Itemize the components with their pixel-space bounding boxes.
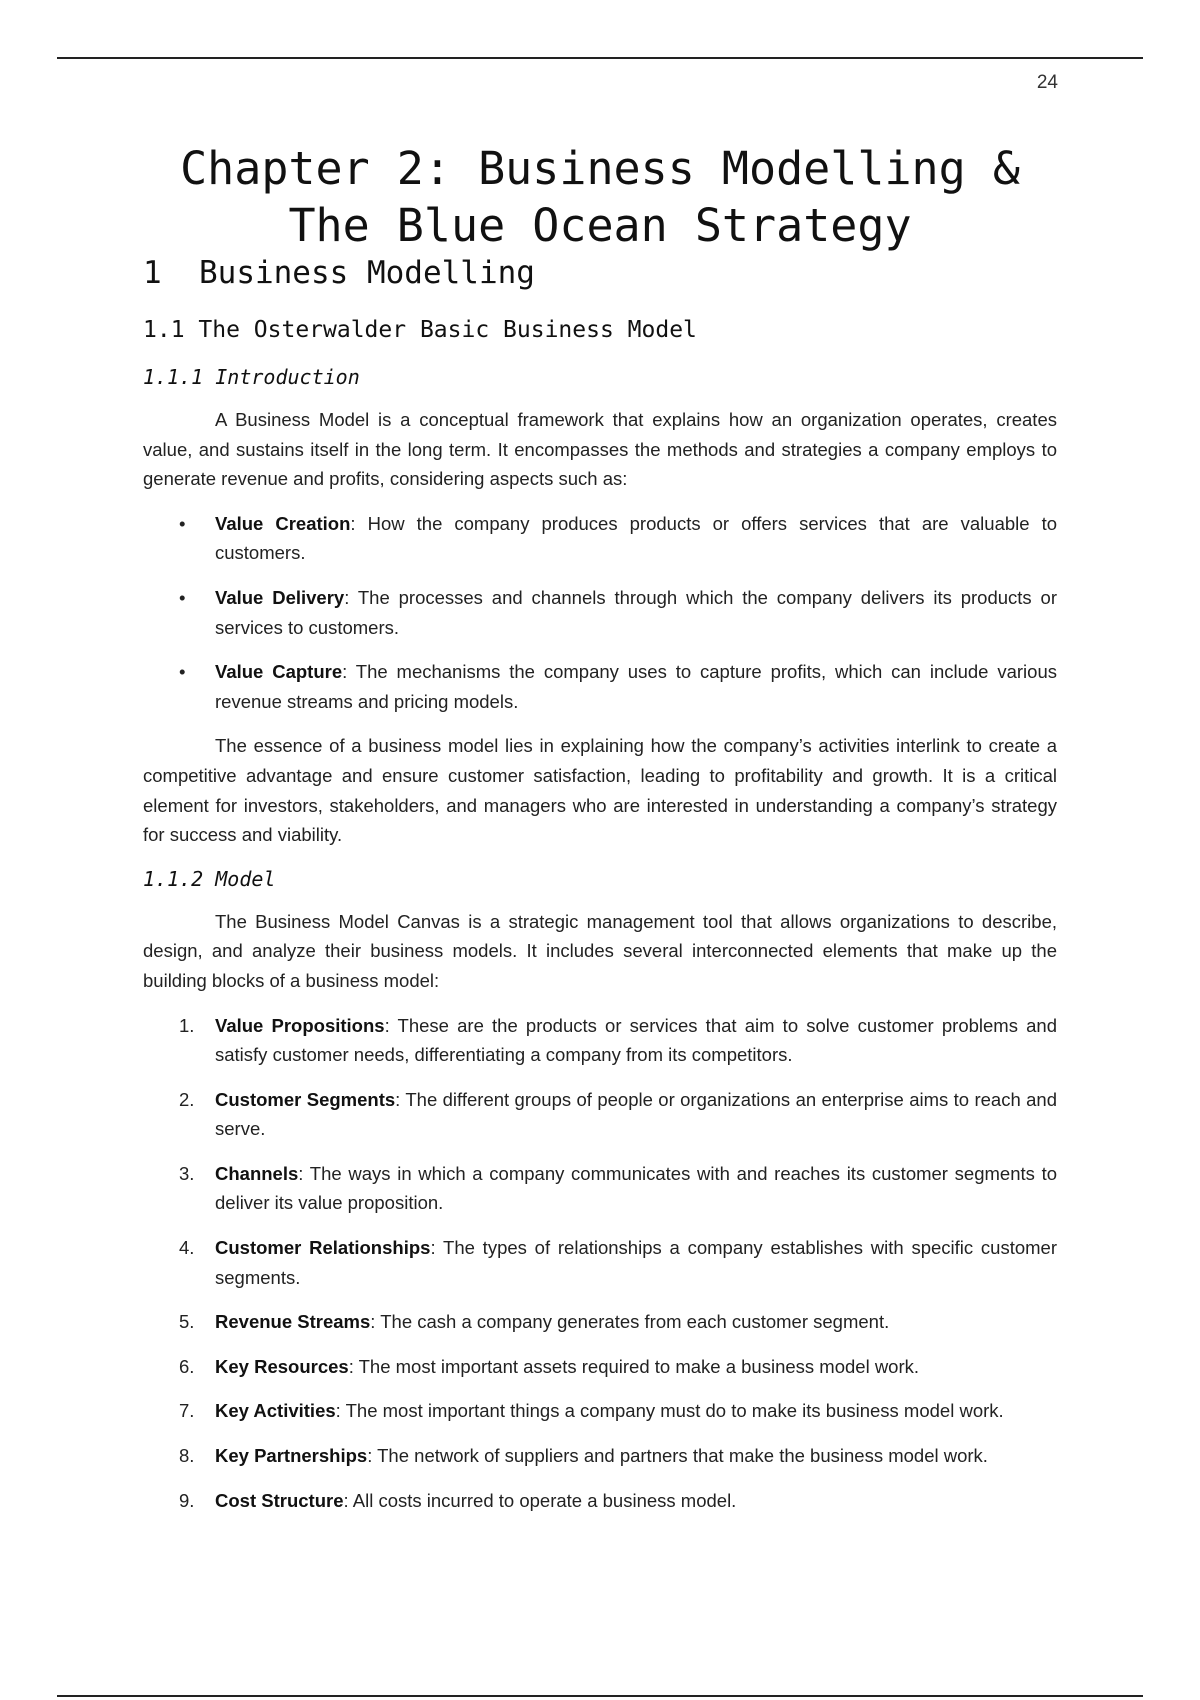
list-item-term: Value Propositions — [215, 1014, 385, 1036]
list-item-text: : The different groups of people or organizations an enterprise aims to reach and serve. — [215, 1088, 1058, 1140]
list-item-term: Value Creation — [215, 512, 351, 534]
list-item-term: Value Capture — [215, 661, 343, 683]
list-item-term: Key Activities — [215, 1400, 336, 1422]
list-item — [143, 1085, 1057, 1144]
list-item-text: : The network of suppliers and partners that make the business model work. — [367, 1445, 988, 1467]
list-item-term: Channels — [215, 1162, 299, 1184]
bullet-marker: • — [179, 661, 186, 683]
number-marker: 7. — [179, 1400, 195, 1422]
list-item — [143, 583, 1057, 642]
number-marker: 4. — [179, 1237, 195, 1259]
model-heading: 1.1.2 Model — [143, 866, 276, 891]
list-item-text: : The types of relationships a company establishes with specific customer segments. — [215, 1237, 1057, 1288]
number-marker: 1. — [179, 1014, 195, 1036]
list-item-text: : The most important assets required to make a business model work. — [348, 1355, 920, 1377]
footer-rule — [57, 1695, 1143, 1697]
list-item-term: Cost Structure — [215, 1489, 344, 1511]
list-item-term: Key Resources — [215, 1355, 349, 1377]
list-item-term: Customer Segments — [215, 1088, 396, 1110]
list-item-text: : The processes and channels through which the company delivers its products or services to customers. — [215, 586, 1057, 638]
header-rule — [57, 57, 1143, 59]
subsection-heading: 1.1 The Osterwalder Basic Business Model — [143, 317, 697, 343]
page-body — [143, 140, 1057, 1515]
number-marker: 8. — [179, 1445, 195, 1467]
list-item-text: : The cash a company generates from each customer segment. — [370, 1311, 890, 1333]
list-item-text: : These are the products or services that aim to solve customer problems and satisfy customer needs, differentiating a company from its competitors. — [215, 1014, 1057, 1066]
introduction-heading: 1.1.1 Introduction — [143, 365, 360, 389]
introduction-paragraph: A Business Model is a conceptual framework that explains how an organization operates, creates value, and sustains itself in the long term. It encompasses the methods and strategies a company employs to generate revenue and profits, considering aspects such as: — [143, 409, 1057, 490]
list-item-text: : The most important things a company must do to make its business model work. — [335, 1400, 1004, 1422]
list-item — [143, 1352, 1057, 1382]
chapter-title — [143, 140, 1057, 254]
list-item — [143, 1011, 1057, 1070]
bullet-marker: • — [179, 512, 186, 534]
list-item-term: Key Partnerships — [215, 1445, 368, 1467]
list-item — [143, 1307, 1057, 1337]
number-marker: 5. — [179, 1311, 195, 1333]
list-item-text: : How the company produces products or offers services that are valuable to customers. — [215, 512, 1058, 564]
value-bullet-list — [143, 509, 1057, 717]
chapter-title-line-1: Chapter 2: Business Modelling & — [180, 142, 1020, 195]
list-item-text: : The ways in which a company communicates with and reaches its customer segments to deliver its value proposition. — [215, 1162, 1057, 1214]
list-item — [143, 1486, 1057, 1516]
canvas-numbered-list — [143, 1011, 1057, 1516]
list-item — [143, 657, 1057, 716]
model-paragraph: The Business Model Canvas is a strategic management tool that allows organizations to describe, design, and analyze their business models. It includes several interconnected elements that make up the building blocks of a business model: — [143, 910, 1057, 991]
page-number: 24 — [1036, 72, 1058, 93]
number-marker: 3. — [179, 1162, 195, 1184]
list-item-term: Revenue Streams — [215, 1311, 371, 1333]
list-item — [143, 1441, 1057, 1471]
list-item-term: Value Delivery — [215, 586, 345, 608]
number-marker: 2. — [179, 1088, 195, 1110]
section-heading: 1 Business Modelling — [143, 255, 535, 291]
list-item — [143, 1396, 1057, 1426]
list-item — [143, 1233, 1057, 1292]
list-item — [143, 509, 1057, 568]
number-marker: 6. — [179, 1355, 195, 1377]
chapter-title-line-2: The Blue Ocean Strategy — [288, 199, 912, 252]
list-item-term: Customer Relationships — [215, 1237, 431, 1259]
list-item — [143, 1159, 1057, 1218]
bullet-marker: • — [179, 586, 186, 608]
essence-paragraph: The essence of a business model lies in explaining how the company’s activities interlink to create a competitive advantage and ensure customer satisfaction, leading to profitability and growth. It is a critical element for investors, stakeholders, and managers who are interested in understanding a company’s strategy for success and viability. — [143, 735, 1057, 846]
list-item-text: : The mechanisms the company uses to capture profits, which can include various revenue streams and pricing models. — [215, 661, 1057, 712]
list-item-text: : All costs incurred to operate a business model. — [343, 1489, 737, 1511]
number-marker: 9. — [179, 1489, 195, 1511]
